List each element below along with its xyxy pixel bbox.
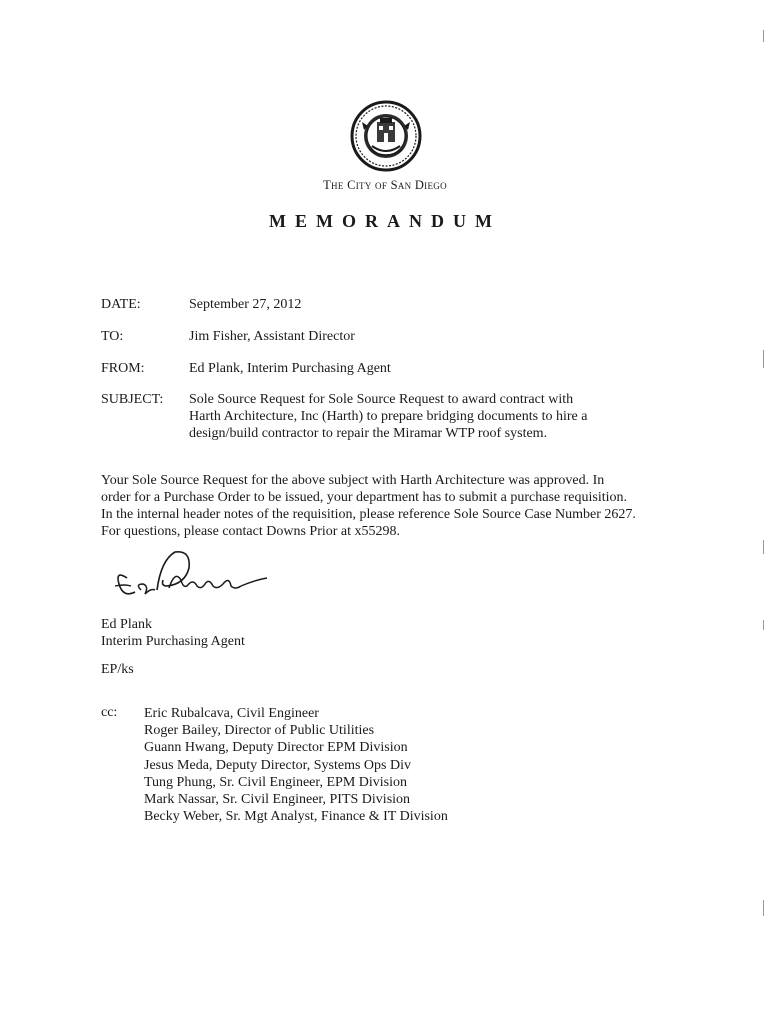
scan-edge-mark	[763, 350, 764, 368]
cc-recipient: Jesus Meda, Deputy Director, Systems Ops Div	[144, 757, 411, 773]
from-label: FROM:	[101, 361, 145, 376]
city-seal-icon	[350, 100, 422, 172]
cc-recipient: Eric Rubalcava, Civil Engineer	[144, 706, 319, 721]
date-value: September 27, 2012	[189, 297, 302, 312]
signature-image	[105, 540, 275, 610]
body-line: order for a Purchase Order to be issued, your department has to submit a purchase requisition.	[101, 490, 628, 505]
cc-recipient: Becky Weber, Sr. Mgt Analyst, Finance & IT Division	[144, 809, 448, 825]
body-line: For questions, please contact Downs Prior at x55298.	[101, 524, 401, 539]
memo-title: MEMORANDUM	[269, 211, 501, 231]
body-line: In the internal header notes of the requisition, please reference Sole Source Case Number 2627.	[101, 507, 636, 522]
signer-title: Interim Purchasing Agent	[101, 634, 245, 649]
cc-recipient: Tung Phung, Sr. Civil Engineer, EPM Division	[144, 774, 408, 790]
scan-edge-mark	[763, 30, 764, 42]
scan-edge-mark	[763, 540, 764, 554]
subject-value	[189, 391, 629, 442]
scan-edge-mark	[763, 900, 764, 916]
typist-initials: EP/ks	[101, 662, 134, 677]
subject-line: Sole Source Request for Sole Source Request to award contract with	[189, 392, 574, 407]
cc-recipient: Guann Hwang, Deputy Director EPM Division	[144, 740, 408, 756]
subject-label: SUBJECT:	[101, 392, 164, 407]
cc-list	[144, 705, 448, 825]
cc-recipient: Mark Nassar, Sr. Civil Engineer, PITS Division	[144, 792, 411, 808]
from-value: Ed Plank, Interim Purchasing Agent	[189, 361, 391, 376]
cc-recipient: Roger Bailey, Director of Public Utilities	[144, 723, 375, 739]
city-name: The City of San Diego	[323, 178, 447, 192]
to-value: Jim Fisher, Assistant Director	[189, 329, 355, 344]
date-label: DATE:	[101, 297, 141, 312]
cc-label: cc:	[101, 705, 118, 720]
subject-line: Harth Architecture, Inc (Harth) to prepare bridging documents to hire a	[189, 409, 588, 424]
body-line: Your Sole Source Request for the above subject with Harth Architecture was approved. In	[101, 473, 605, 488]
subject-line: design/build contractor to repair the Miramar WTP roof system.	[189, 426, 548, 441]
signer-name: Ed Plank	[101, 617, 152, 632]
to-label: TO:	[101, 329, 124, 344]
scan-edge-mark	[763, 620, 764, 630]
memo-body	[101, 472, 661, 540]
